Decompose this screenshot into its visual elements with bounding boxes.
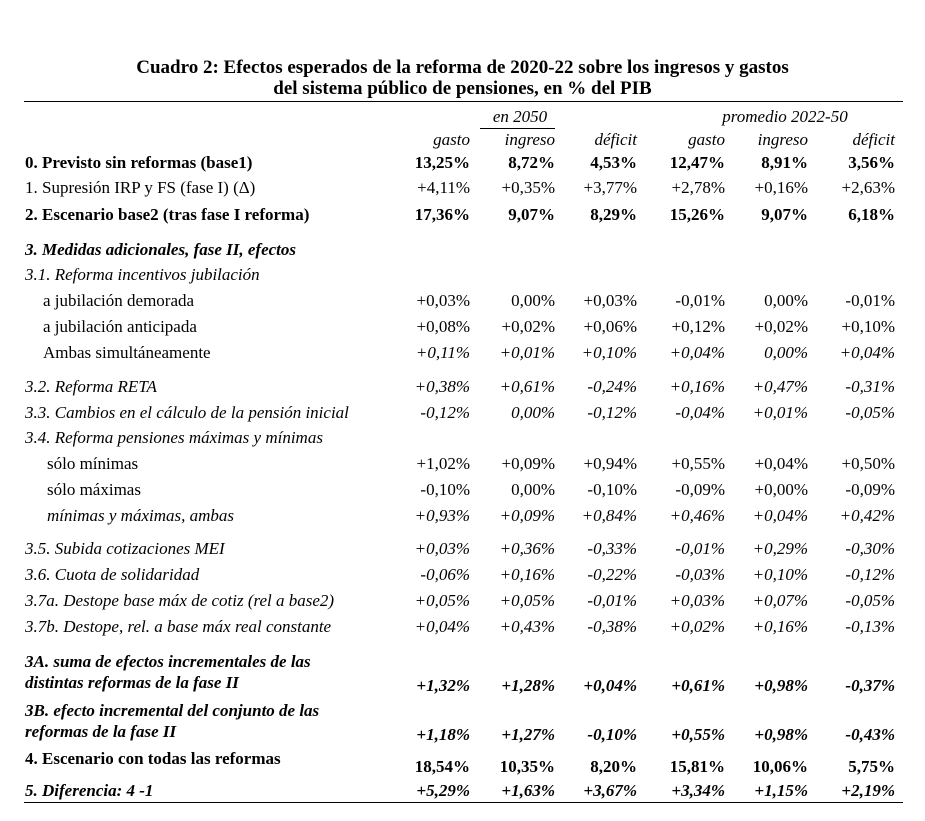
table-cell: -0,05% [845,591,895,610]
table-cell: +2,78% [671,178,725,197]
table-cell: -0,01% [587,591,637,610]
table-cell: +0,03% [583,291,637,310]
table-cell: +0,01% [499,343,555,362]
table-cell: -0,30% [845,539,895,558]
table-cell: +0,08% [416,317,470,336]
row-label: 3.7a. Destope base máx de cotiz (rel a base2) [25,591,335,610]
table-cell: +0,98% [754,676,808,695]
table-cell: -0,01% [675,539,725,558]
table-cell: -0,03% [675,565,725,584]
table-cell: -0,37% [845,676,895,695]
table-cell: +0,35% [501,178,555,197]
row-label: sólo mínimas [47,454,139,473]
row-label: 3.2. Reforma RETA [25,377,157,396]
bottom-rule [24,802,903,803]
table-cell: -0,22% [587,565,637,584]
table-cell: 6,18% [848,205,895,224]
table-cell: +0,00% [754,480,808,499]
table-cell: 10,35% [499,757,555,776]
column-header: ingreso [757,130,808,149]
group-rule-2050 [480,128,555,129]
table-cell: +0,01% [752,403,808,422]
table-cell: 9,07% [508,205,555,224]
table-cell: +0,03% [416,291,470,310]
table-cell: +1,63% [501,781,555,800]
table-cell: +0,05% [414,591,470,610]
table-cell: +0,16% [499,565,555,584]
row-label: Ambas simultáneamente [43,343,211,362]
table-cell: +0,02% [669,617,725,636]
table-cell: -0,12% [845,565,895,584]
table-cell: +0,84% [581,506,637,525]
table-cell: 13,25% [414,153,470,172]
table-cell: +0,06% [583,317,637,336]
table-cell: -0,09% [675,480,725,499]
table-cell: +4,11% [417,178,470,197]
table-cell: 5,75% [848,757,895,776]
table-cell: +0,10% [841,317,895,336]
table-cell: -0,31% [845,377,895,396]
row-label: 5. Diferencia: 4 -1 [25,781,154,800]
table-cell: -0,01% [675,291,725,310]
row-label: 2. Escenario base2 (tras fase I reforma) [25,205,310,224]
table-cell: +1,28% [501,676,555,695]
table-cell: +0,04% [839,343,895,362]
table-cell: 8,29% [590,205,637,224]
table-cell: 8,20% [590,757,637,776]
row-label-continued: distintas reformas de la fase II [25,673,239,692]
row-label: 3.7b. Destope, rel. a base máx real constante [25,617,332,636]
table-cell: +0,02% [754,317,808,336]
table-cell: +0,16% [754,178,808,197]
table-cell: -0,10% [420,480,470,499]
row-label: 3. Medidas adicionales, fase II, efectos [25,240,297,259]
table-cell: -0,13% [845,617,895,636]
row-label: 3.1. Reforma incentivos jubilación [25,265,260,284]
table-cell: +0,05% [499,591,555,610]
table-cell: -0,38% [587,617,637,636]
table-cell: -0,43% [845,725,895,744]
table-cell: -0,01% [845,291,895,310]
row-label: 3A. suma de efectos incrementales de las [25,652,311,671]
table-cell: +0,03% [414,539,470,558]
table-cell: +0,09% [501,454,555,473]
table-cell: +1,18% [416,725,470,744]
row-label: 0. Previsto sin reformas (base1) [25,153,253,172]
table-cell: +0,61% [499,377,555,396]
table-cell: +0,04% [754,454,808,473]
table-cell: +0,61% [671,676,725,695]
table-cell: 8,91% [761,153,808,172]
table-cell: +0,16% [669,377,725,396]
table-cell: +0,38% [414,377,470,396]
table-cell: +0,42% [839,506,895,525]
table-cell: +0,55% [671,454,725,473]
table-cell: +2,19% [841,781,895,800]
table-cell: +0,02% [501,317,555,336]
table-cell: -0,10% [587,480,637,499]
table-cell: +0,98% [754,725,808,744]
table-cell: 0,00% [511,403,555,422]
table-cell: -0,12% [420,403,470,422]
table-title-line-2: del sistema público de pensiones, en % del PIB [273,78,652,99]
row-label: 4. Escenario con todas las reformas [25,749,281,768]
table-cell: +1,02% [416,454,470,473]
table-cell: 0,00% [511,291,555,310]
table-cell: 12,47% [669,153,725,172]
column-header: déficit [852,130,895,149]
table-cell: 9,07% [761,205,808,224]
table-cell: +0,07% [752,591,808,610]
table-cell: +0,46% [669,506,725,525]
table-cell: 15,26% [669,205,725,224]
row-label: a jubilación demorada [43,291,195,310]
table-cell: +0,10% [752,565,808,584]
table-cell: 0,00% [764,343,808,362]
table-cell: +0,93% [414,506,470,525]
row-label: 3.6. Cuota de solidaridad [25,565,200,584]
row-label: sólo máximas [47,480,141,499]
table-cell: +0,11% [415,343,470,362]
table-cell: 0,00% [764,291,808,310]
column-header: gasto [688,130,725,149]
table-cell: +0,09% [499,506,555,525]
table-cell: +0,50% [841,454,895,473]
table-cell: 8,72% [508,153,555,172]
table-cell: 4,53% [590,153,637,172]
group-header-2050: en 2050 [492,107,548,126]
table-cell: +3,67% [583,781,637,800]
top-rule [24,101,903,102]
table-cell: +0,94% [583,454,637,473]
group-header-promedio: promedio 2022-50 [722,107,848,126]
row-label: 3B. efecto incremental del conjunto de las [25,701,320,720]
table-cell: 18,54% [414,757,470,776]
table-cell: -0,24% [587,377,637,396]
row-label: a jubilación anticipada [43,317,197,336]
table-cell: +1,27% [501,725,555,744]
row-label: 3.3. Cambios en el cálculo de la pensión inicial [25,403,349,422]
column-header: déficit [594,130,637,149]
table-cell: -0,05% [845,403,895,422]
table-cell: +0,29% [752,539,808,558]
table-cell: +0,04% [752,506,808,525]
table-cell: +0,04% [669,343,725,362]
table-cell: +0,55% [671,725,725,744]
table-cell: +5,29% [416,781,470,800]
table-cell: +0,47% [752,377,808,396]
table-cell: +0,16% [752,617,808,636]
table-cell: 17,36% [414,205,470,224]
table-title-line-1: Cuadro 2: Efectos esperados de la reforma de 2020-22 sobre los ingresos y gastos [136,57,789,78]
table-cell: +1,32% [416,676,470,695]
row-label: 1. Supresión IRP y FS (fase I) (Δ) [25,178,256,197]
table-cell: -0,06% [420,565,470,584]
table-cell: +0,43% [499,617,555,636]
table-cell: +2,63% [841,178,895,197]
table-cell: -0,10% [587,725,637,744]
table-cell: 10,06% [752,757,808,776]
column-header: ingreso [504,130,555,149]
table-cell: +0,04% [414,617,470,636]
table-cell: -0,12% [587,403,637,422]
table-cell: 3,56% [848,153,895,172]
row-label: 3.5. Subida cotizaciones MEI [25,539,225,558]
table-cell: +0,03% [669,591,725,610]
table-cell: +3,34% [671,781,725,800]
row-label: 3.4. Reforma pensiones máximas y mínimas [25,428,323,447]
table-cell: +0,12% [671,317,725,336]
table-cell: -0,33% [587,539,637,558]
table-cell: 0,00% [511,480,555,499]
table-cell: -0,04% [675,403,725,422]
table-cell: 15,81% [669,757,725,776]
table-cell: +0,36% [499,539,555,558]
column-header: gasto [433,130,470,149]
table-cell: -0,09% [845,480,895,499]
row-label: mínimas y máximas, ambas [47,506,234,525]
table-cell: +3,77% [583,178,637,197]
table-cell: +0,04% [583,676,637,695]
row-label-continued: reformas de la fase II [25,722,177,741]
table-cell: +0,10% [581,343,637,362]
table-cell: +1,15% [754,781,808,800]
